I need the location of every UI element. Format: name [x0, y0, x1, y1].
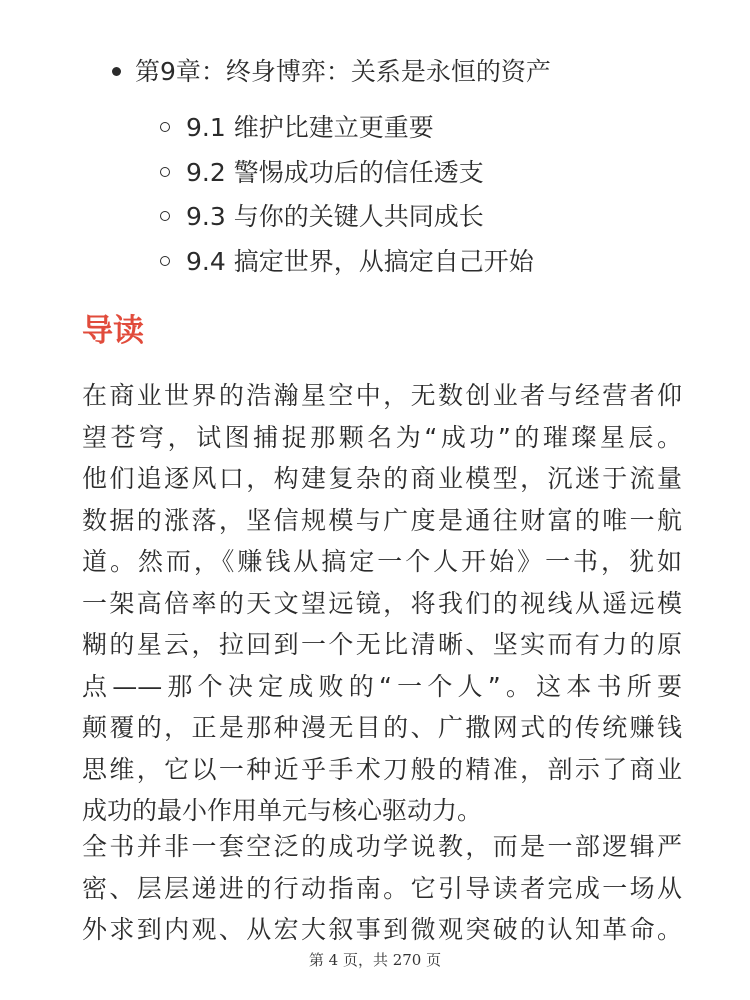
bullet-circle-icon — [160, 167, 170, 177]
section-item — [160, 153, 534, 198]
section-item — [160, 242, 534, 287]
text-line: 全书并非一套空泛的成功学说教，而是一部逻辑严 — [82, 832, 682, 861]
section-label: 9.3 与你的关键人共同成长 — [186, 202, 484, 231]
section-label: 9.1 维护比建立更重要 — [186, 113, 434, 142]
intro-paragraph-1 — [82, 375, 682, 832]
text-line: 思维，它以一种近乎手术刀般的精准，剖示了商业 — [82, 754, 682, 784]
text-line: 望苍穹，试图捕捉那颗名为“成功”的璀璨星辰。 — [82, 422, 682, 452]
bullet-dot-icon — [112, 67, 121, 76]
intro-paragraph-2 — [82, 826, 682, 951]
page-footer: 第 4 页，共 270 页 — [308, 951, 442, 969]
text-line: 密、层层递进的行动指南。它引导读者完成一场从 — [82, 873, 682, 903]
section-label: 9.4 搞定世界，从搞定自己开始 — [186, 246, 534, 276]
section-item — [160, 108, 534, 153]
text-line: 糊的星云，拉回到一个无比清晰、坚实而有力的原 — [82, 630, 682, 659]
text-line: 成功的最小作用单元与核心驱动力。 — [82, 796, 483, 825]
bullet-circle-icon — [160, 122, 170, 132]
chapter-title: 第9章：终身博弈：关系是永恒的资产 — [135, 57, 551, 86]
section-label: 9.2 警惕成功后的信任透支 — [186, 157, 484, 187]
section-heading: 导读 — [82, 313, 144, 349]
text-line: 点——那个决定成败的“一个人”。这本书所要 — [82, 671, 682, 701]
text-line: 一架高倍率的天文望远镜，将我们的视线从遥远模 — [82, 588, 682, 618]
bullet-circle-icon — [160, 256, 170, 266]
bullet-circle-icon — [160, 211, 170, 221]
text-line: 颠覆的，正是那种漫无目的、广撒网式的传统赚钱 — [82, 713, 682, 742]
text-line: 在商业世界的浩瀚星空中，无数创业者与经营者仰 — [82, 381, 682, 410]
chapter-item — [112, 52, 551, 92]
section-list — [160, 108, 534, 286]
text-line: 数据的涨落，坚信规模与广度是通往财富的唯一航 — [82, 505, 682, 535]
text-line: 道。然而，《赚钱从搞定一个人开始》一书，犹如 — [82, 547, 682, 576]
text-line: 外求到内观、从宏大叙事到微观突破的认知革命。 — [82, 915, 682, 944]
text-line: 他们追逐风口，构建复杂的商业模型，沉迷于流量 — [82, 464, 682, 493]
section-item — [160, 197, 534, 242]
